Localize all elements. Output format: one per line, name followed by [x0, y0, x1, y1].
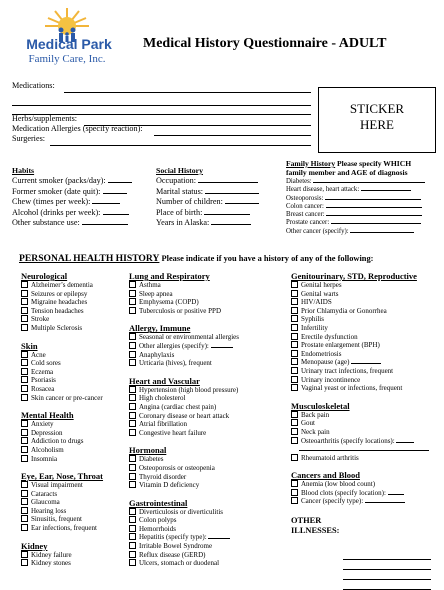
- section-kidney: Kidney: [21, 540, 48, 551]
- check-eczema[interactable]: Eczema: [21, 368, 103, 377]
- phh-title: PERSONAL HEALTH HISTORY: [19, 253, 160, 264]
- checkbox[interactable]: [129, 455, 136, 462]
- check-rosacea[interactable]: Rosacea: [21, 385, 103, 394]
- check-vitamin-d[interactable]: Vitamin D deficiency: [129, 481, 239, 490]
- checkbox[interactable]: [291, 350, 298, 357]
- section-lung: Lung and Respiratory: [129, 271, 210, 281]
- checkbox[interactable]: [21, 394, 28, 401]
- phh-header: [19, 253, 373, 264]
- checkbox[interactable]: [129, 516, 136, 523]
- check-syphilis[interactable]: Syphilis: [291, 315, 429, 324]
- family-osteoporosis[interactable]: Osteoporosis:: [286, 195, 425, 203]
- habit-alcohol[interactable]: Alcohol (drinks per week):: [12, 208, 132, 219]
- check-sleep-apnea[interactable]: Sleep apnea: [129, 290, 239, 299]
- family-diabetes[interactable]: Diabetes:: [286, 178, 425, 186]
- checkbox[interactable]: [21, 559, 28, 566]
- allergies-line[interactable]: [154, 126, 311, 136]
- column-3: [291, 271, 429, 536]
- checkbox[interactable]: [21, 298, 28, 305]
- field-surgeries[interactable]: Surgeries:: [12, 134, 46, 143]
- family-instruction-2: family member and AGE of diagnosis: [286, 168, 408, 177]
- checkbox[interactable]: [21, 437, 28, 444]
- check-colon-polyps[interactable]: Colon polyps: [129, 516, 239, 525]
- check-gout[interactable]: Gout: [291, 419, 429, 428]
- other-illnesses-lines[interactable]: [343, 552, 431, 590]
- check-alcoholism[interactable]: Alcoholism: [21, 446, 103, 455]
- checkbox[interactable]: [291, 315, 298, 322]
- checkbox[interactable]: [129, 359, 136, 366]
- column-2: [129, 271, 239, 568]
- section-heart: Heart and Vascular: [129, 375, 200, 386]
- checkbox[interactable]: [129, 281, 136, 288]
- check-anaphylaxis[interactable]: Anaphylaxis: [129, 351, 239, 360]
- habit-smoker[interactable]: Current smoker (packs/day):: [12, 176, 132, 187]
- section-mental-health: Mental Health: [21, 410, 74, 421]
- section-musculoskeletal: Musculoskeletal: [291, 400, 350, 411]
- checkbox[interactable]: [129, 386, 136, 393]
- checkbox[interactable]: [129, 333, 136, 340]
- checkbox[interactable]: [129, 351, 136, 358]
- social-title: Social History: [156, 166, 203, 175]
- check-blood-clots[interactable]: Blood clots (specify location):: [291, 489, 429, 498]
- checkbox[interactable]: [129, 290, 136, 297]
- check-ibs[interactable]: Irritable Bowel Syndrome: [129, 542, 239, 551]
- checkbox[interactable]: [21, 507, 28, 514]
- check-infertility[interactable]: Infertility: [291, 324, 429, 333]
- check-hiv[interactable]: HIV/AIDS: [291, 298, 429, 307]
- habit-chew[interactable]: Chew (times per week):: [12, 197, 132, 208]
- check-urticaria[interactable]: Urticaria (hives), frequent: [129, 359, 239, 368]
- check-hepatitis[interactable]: Hepatitis (specify type):: [129, 533, 239, 542]
- habit-other[interactable]: Other substance use:: [12, 218, 132, 229]
- check-kidney-failure[interactable]: Kidney failure: [21, 551, 103, 560]
- checkbox[interactable]: [129, 307, 136, 314]
- checkbox[interactable]: [21, 368, 28, 375]
- checkbox[interactable]: [129, 412, 136, 419]
- habit-former[interactable]: Former smoker (date quit):: [12, 187, 132, 198]
- checkbox[interactable]: [291, 307, 298, 314]
- check-hypertension[interactable]: Hypertension (high blood pressure): [129, 386, 239, 395]
- logo-subtitle: Family Care, Inc.: [28, 53, 106, 65]
- check-bph[interactable]: Prostate enlargement (BPH): [291, 341, 429, 350]
- checkbox[interactable]: [21, 290, 28, 297]
- checkbox[interactable]: [21, 385, 28, 392]
- check-anemia[interactable]: Anemia (low blood count): [291, 480, 429, 489]
- check-diabetes[interactable]: Diabetes: [129, 455, 239, 464]
- check-tb[interactable]: Tuberculosis or positive PPD: [129, 307, 239, 316]
- check-stroke[interactable]: Stroke: [21, 315, 103, 324]
- check-skin-cancer[interactable]: Skin cancer or pre-cancer: [21, 394, 103, 403]
- surgeries-line[interactable]: [50, 136, 311, 146]
- check-hemorrhoids[interactable]: Hemorrhoids: [129, 525, 239, 534]
- check-chlamydia[interactable]: Prior Chlamydia or Gonorrhea: [291, 307, 429, 316]
- checkbox[interactable]: [129, 473, 136, 480]
- sticker-line1: STICKER: [349, 101, 405, 116]
- column-1: [21, 271, 103, 568]
- social-birthplace[interactable]: Place of birth:: [156, 208, 259, 219]
- checkbox[interactable]: [21, 281, 28, 288]
- section-skin: Skin: [21, 340, 38, 351]
- check-ear-infections[interactable]: Ear infections, frequent: [21, 524, 103, 533]
- logo: [8, 6, 126, 66]
- check-neck-pain[interactable]: Neck pain: [291, 428, 429, 437]
- check-cold-sores[interactable]: Cold sores: [21, 359, 103, 368]
- checkbox[interactable]: [291, 489, 298, 496]
- checkbox[interactable]: [291, 333, 298, 340]
- check-chf[interactable]: Congestive heart failure: [129, 429, 239, 438]
- check-addiction[interactable]: Addiction to drugs: [21, 437, 103, 446]
- checkbox[interactable]: [129, 420, 136, 427]
- checkbox[interactable]: [21, 324, 28, 331]
- family-prostate[interactable]: Prostate cancer:: [286, 219, 425, 227]
- section-neurological: Neurological: [21, 271, 68, 281]
- checkbox[interactable]: [129, 481, 136, 488]
- checkbox[interactable]: [291, 480, 298, 487]
- checkbox[interactable]: [21, 351, 28, 358]
- habits-title: Habits: [12, 166, 35, 175]
- check-cataracts[interactable]: Cataracts: [21, 490, 103, 499]
- checkbox[interactable]: [21, 481, 28, 488]
- check-kidney-stones[interactable]: Kidney stones: [21, 559, 103, 568]
- family-breast[interactable]: Breast cancer:: [286, 211, 425, 219]
- social-years-alaska[interactable]: Years in Alaska:: [156, 218, 259, 229]
- checkbox[interactable]: [129, 429, 136, 436]
- checkbox[interactable]: [21, 498, 28, 505]
- checkbox[interactable]: [21, 490, 28, 497]
- other-illnesses-label-2: ILLNESSES:: [291, 526, 340, 536]
- checkbox[interactable]: [21, 446, 28, 453]
- checkbox[interactable]: [291, 376, 298, 383]
- checkbox[interactable]: [129, 525, 136, 532]
- check-asthma[interactable]: Asthma: [129, 281, 239, 290]
- checkbox[interactable]: [291, 341, 298, 348]
- social-children[interactable]: Number of children:: [156, 197, 259, 208]
- check-warts[interactable]: Genital warts: [291, 290, 429, 299]
- checkbox[interactable]: [291, 358, 298, 365]
- checkbox[interactable]: [129, 403, 136, 410]
- checkbox[interactable]: [291, 497, 298, 504]
- check-incontinence[interactable]: Urinary incontinence: [291, 376, 429, 385]
- check-diverticulosis[interactable]: Diverticulosis or diverticulitis: [129, 508, 239, 517]
- section-cancers-blood: Cancers and Blood: [291, 470, 360, 481]
- check-visual[interactable]: Visual impairment: [21, 481, 103, 490]
- checkbox[interactable]: [291, 454, 298, 461]
- checkbox[interactable]: [129, 551, 136, 558]
- check-cancer-type[interactable]: Cancer (specify type):: [291, 497, 429, 506]
- checkbox[interactable]: [291, 298, 298, 305]
- checkbox[interactable]: [129, 394, 136, 401]
- checkbox[interactable]: [21, 307, 28, 314]
- check-endometriosis[interactable]: Endometriosis: [291, 350, 429, 359]
- checkbox[interactable]: [291, 290, 298, 297]
- check-osteoporosis[interactable]: Osteoporosis or osteopenia: [129, 464, 239, 473]
- check-ed[interactable]: Erectile dysfunction: [291, 333, 429, 342]
- checkbox[interactable]: [21, 420, 28, 427]
- family-colon[interactable]: Colon cancer:: [286, 203, 425, 211]
- checkbox[interactable]: [21, 429, 28, 436]
- checkbox[interactable]: [129, 464, 136, 471]
- checkbox[interactable]: [129, 342, 136, 349]
- check-cholesterol[interactable]: High cholesterol: [129, 394, 239, 403]
- section-hormonal: Hormonal: [129, 445, 167, 456]
- other-illnesses-label-1: OTHER: [291, 516, 322, 526]
- social-section: [156, 166, 259, 229]
- check-angina[interactable]: Angina (cardiac chest pain): [129, 403, 239, 412]
- social-marital[interactable]: Marital status:: [156, 187, 259, 198]
- checkbox[interactable]: [291, 419, 298, 426]
- phh-instruction: Please indicate if you have a history of any of the following:: [161, 254, 374, 263]
- field-medications[interactable]: Medications:: [12, 81, 55, 90]
- checkbox[interactable]: [291, 367, 298, 374]
- family-other-cancer[interactable]: Other cancer (specify):: [286, 228, 425, 236]
- field-med-allergies[interactable]: Medication Allergies (specify reaction):: [12, 124, 143, 133]
- check-alzheimers[interactable]: Alzheimer’s dementia: [21, 281, 103, 290]
- check-hearing[interactable]: Hearing loss: [21, 507, 103, 516]
- section-allergy: Allergy, Immune: [129, 323, 191, 334]
- check-other-allergies[interactable]: Other allergies (specify):: [129, 342, 239, 351]
- check-coronary[interactable]: Coronary disease or heart attack: [129, 412, 239, 421]
- check-emphysema[interactable]: Emphysema (COPD): [129, 298, 239, 307]
- checkbox[interactable]: [129, 542, 136, 549]
- section-eent: Eye, Ear, Nose, Throat: [21, 471, 104, 482]
- family-title: Family History: [286, 159, 336, 168]
- checkbox[interactable]: [21, 455, 28, 462]
- section-gi: Gastrointestinal: [129, 497, 188, 508]
- check-afib[interactable]: Atrial fibrillation: [129, 420, 239, 429]
- checkbox[interactable]: [129, 508, 136, 515]
- check-osteoarthritis[interactable]: Osteoarthritis (specify locations):: [291, 437, 429, 446]
- check-ms[interactable]: Multiple Sclerosis: [21, 324, 103, 333]
- check-thyroid[interactable]: Thyroid disorder: [129, 473, 239, 482]
- check-gerd[interactable]: Reflux disease (GERD): [129, 551, 239, 560]
- family-section: [286, 159, 425, 236]
- logo-name: Medical Park: [26, 36, 112, 52]
- check-migraine[interactable]: Migraine headaches: [21, 298, 103, 307]
- check-glaucoma[interactable]: Glaucoma: [21, 498, 103, 507]
- checkbox[interactable]: [291, 428, 298, 435]
- checkbox[interactable]: [129, 533, 136, 540]
- checkbox[interactable]: [291, 324, 298, 331]
- checkbox[interactable]: [291, 437, 298, 444]
- checkbox[interactable]: [21, 515, 28, 522]
- check-herpes[interactable]: Genital herpes: [291, 281, 429, 290]
- checkbox[interactable]: [21, 551, 28, 558]
- check-sinusitis[interactable]: Sinusitis, frequent: [21, 515, 103, 524]
- check-seizures[interactable]: Seizures or epilepsy: [21, 290, 103, 299]
- sticker-box: [318, 87, 436, 153]
- check-psoriasis[interactable]: Psoriasis: [21, 376, 103, 385]
- check-uti[interactable]: Urinary tract infections, frequent: [291, 367, 429, 376]
- checkbox[interactable]: [291, 411, 298, 418]
- osteoarthritis-line[interactable]: [291, 445, 429, 454]
- sticker-line2: HERE: [360, 117, 394, 132]
- checkbox[interactable]: [291, 281, 298, 288]
- check-yeast[interactable]: Vaginal yeast or infections, frequent: [291, 384, 429, 393]
- checkbox[interactable]: [291, 384, 298, 391]
- field-herbs[interactable]: Herbs/supplements:: [12, 114, 78, 123]
- page-title: Medical History Questionnaire - ADULT: [143, 36, 387, 51]
- check-acne[interactable]: Acne: [21, 351, 103, 360]
- medications-line[interactable]: [64, 83, 311, 93]
- habits-section: [12, 166, 132, 229]
- check-insomnia[interactable]: Insomnia: [21, 455, 103, 464]
- check-menopause[interactable]: Menopause (age): [291, 358, 429, 367]
- checkbox[interactable]: [21, 315, 28, 322]
- check-rheumatoid[interactable]: Rheumatoid arthritis: [291, 454, 429, 463]
- check-seasonal[interactable]: Seasonal or environmental allergies: [129, 333, 239, 342]
- check-back-pain[interactable]: Back pain: [291, 411, 429, 420]
- checkbox[interactable]: [129, 298, 136, 305]
- checkbox[interactable]: [21, 376, 28, 383]
- check-depression[interactable]: Depression: [21, 429, 103, 438]
- check-anxiety[interactable]: Anxiety: [21, 420, 103, 429]
- check-tension[interactable]: Tension headaches: [21, 307, 103, 316]
- checkbox[interactable]: [129, 559, 136, 566]
- family-instruction-1: Please specify WHICH: [337, 159, 412, 168]
- checkbox[interactable]: [21, 524, 28, 531]
- social-occupation[interactable]: Occupation:: [156, 176, 259, 187]
- check-ulcers[interactable]: Ulcers, stomach or duodenal: [129, 559, 239, 568]
- family-heart[interactable]: Heart disease, heart attack:: [286, 186, 425, 194]
- checkbox[interactable]: [21, 359, 28, 366]
- section-genitourinary: Genitourinary, STD, Reproductive: [291, 271, 417, 281]
